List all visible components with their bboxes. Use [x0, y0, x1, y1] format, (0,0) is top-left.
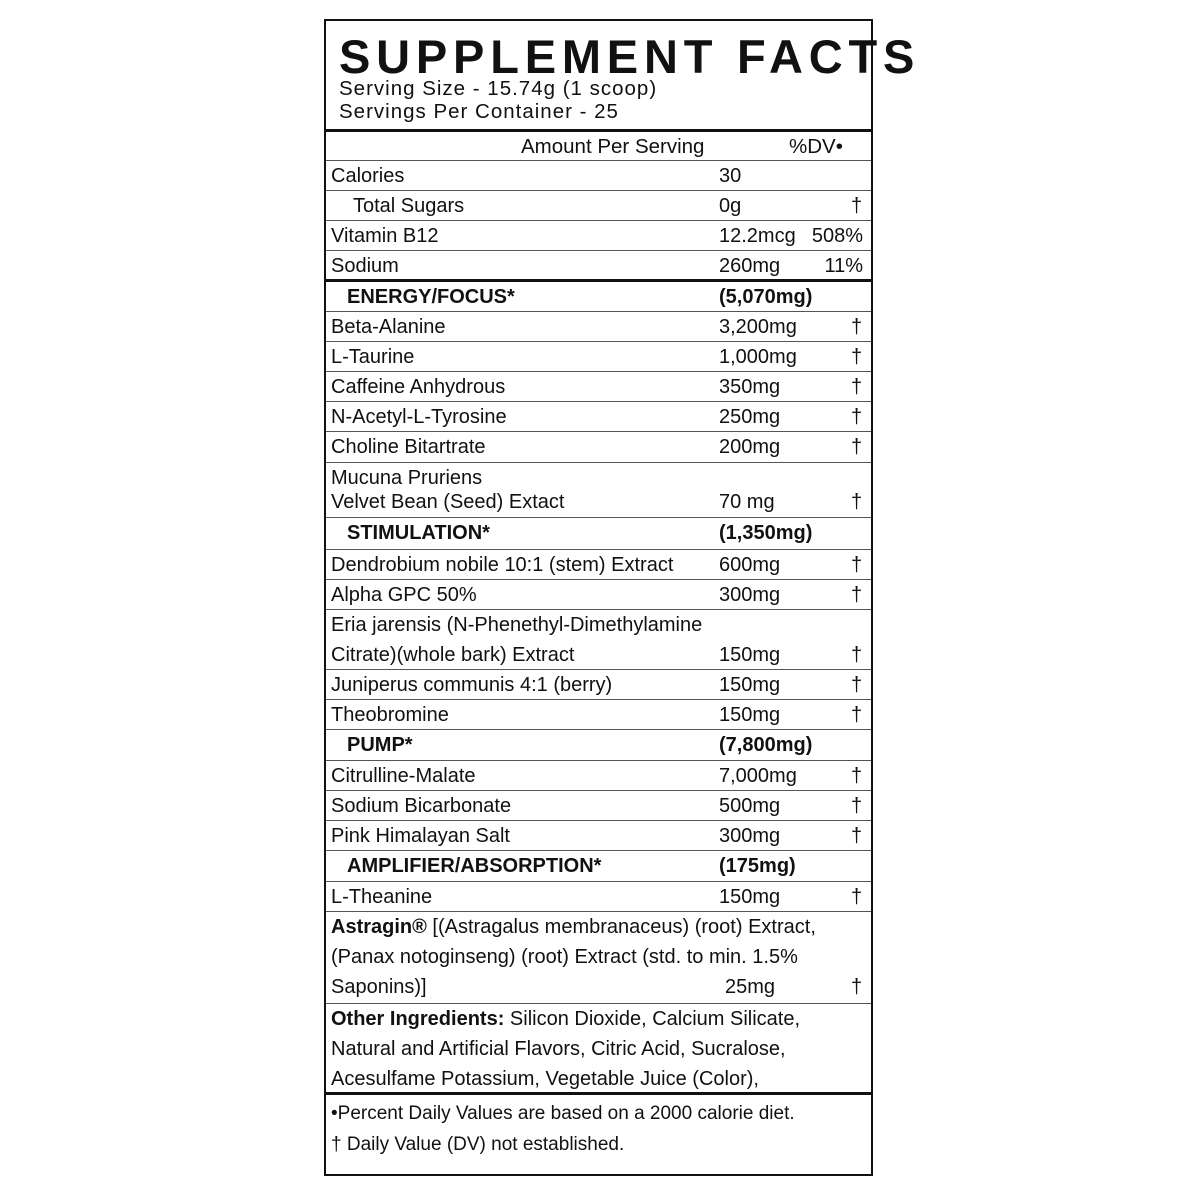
other-ingredients-line2: Natural and Artificial Flavors, Citric Acid, Sucralose,: [331, 1038, 786, 1060]
footnote-dagger: † Daily Value (DV) not established.: [331, 1134, 625, 1155]
ingredient-name: Citrulline-Malate: [331, 765, 476, 787]
ingredient-row-eria-jarensis: [326, 609, 871, 669]
ingredient-row-sodium-bicarbonate: [326, 790, 871, 820]
ingredient-amount: 150mg: [719, 704, 781, 726]
dagger-mark: †: [851, 765, 863, 787]
ingredient-name-line1: [331, 912, 816, 942]
ingredient-amount: 200mg: [719, 436, 781, 458]
dagger-mark: †: [851, 704, 863, 726]
ingredient-amount: 300mg: [719, 825, 781, 847]
supplement-facts-label: [324, 19, 921, 1176]
nutrient-row-sodium: [326, 250, 871, 280]
section-amount: (7,800mg): [719, 734, 813, 756]
ingredient-name-line1: Mucuna Pruriens: [331, 467, 483, 489]
ingredient-name: Alpha GPC 50%: [331, 584, 477, 606]
nutrient-amount: 260mg: [719, 255, 781, 277]
section-amount: (1,350mg): [719, 522, 813, 544]
daily-value-header: %DV•: [789, 135, 843, 158]
nutrient-row-calories: [326, 160, 871, 190]
ingredient-row-l-taurine: [326, 341, 871, 371]
dagger-mark: †: [851, 346, 863, 368]
dagger-mark: †: [851, 316, 863, 338]
amount-per-serving-header: Amount Per Serving: [521, 135, 705, 158]
footnote-percent-dv: •Percent Daily Values are based on a 2000 calorie diet.: [331, 1103, 795, 1124]
ingredient-name: Caffeine Anhydrous: [331, 376, 506, 398]
section-row-pump: [326, 729, 871, 759]
thick-divider: [326, 1092, 871, 1095]
ingredient-amount: 150mg: [719, 644, 781, 666]
label-title: SUPPLEMENT FACTS: [339, 30, 921, 83]
section-row-stimulation: [326, 517, 871, 546]
dagger-mark: †: [851, 644, 863, 666]
ingredient-name: Dendrobium nobile 10:1 (stem) Extract: [331, 554, 674, 576]
dagger-mark: †: [851, 436, 863, 458]
other-ingredients-line1: [331, 1004, 800, 1034]
section-name: STIMULATION*: [347, 522, 490, 544]
ingredient-amount: 250mg: [719, 406, 781, 428]
other-ingredients-text: Silicon Dioxide, Calcium Silicate,: [504, 1008, 801, 1030]
dagger-mark: †: [851, 886, 863, 908]
ingredient-row-juniperus: [326, 669, 871, 699]
ingredient-row-pink-himalayan-salt: [326, 820, 871, 850]
ingredient-amount: 350mg: [719, 376, 781, 398]
nutrient-name: Calories: [331, 165, 405, 187]
ingredient-row-caffeine: [326, 371, 871, 401]
ingredient-amount: 150mg: [719, 886, 781, 908]
ingredient-name: Beta-Alanine: [331, 316, 446, 338]
ingredient-name: Juniperus communis 4:1 (berry): [331, 674, 613, 696]
ingredient-row-choline-bitartrate: [326, 431, 871, 462]
ingredient-name: Theobromine: [331, 704, 449, 726]
dagger-mark: †: [851, 554, 863, 576]
ingredient-row-l-theanine: [326, 881, 871, 911]
nutrient-row-vitamin-b12: [326, 220, 871, 250]
dagger-mark: †: [851, 976, 863, 998]
nutrient-amount: 0g: [719, 195, 742, 217]
dagger-mark: †: [851, 195, 863, 217]
ingredient-row-alpha-gpc: [326, 579, 871, 609]
dagger-mark: †: [851, 491, 863, 513]
daily-value-percent: 508%: [811, 225, 863, 247]
ingredient-row-astragin: [326, 911, 871, 1003]
ingredient-row-n-acetyl-l-tyrosine: [326, 401, 871, 431]
dagger-mark: †: [851, 584, 863, 606]
nutrient-name: Sodium: [331, 255, 399, 277]
ingredient-name: Sodium Bicarbonate: [331, 795, 512, 817]
serving-size: Serving Size - 15.74g (1 scoop): [339, 77, 658, 100]
section-amount: (5,070mg): [719, 286, 813, 308]
nutrient-row-total-sugars: [326, 190, 871, 220]
section-amount: (175mg): [719, 855, 796, 877]
ingredient-amount: 7,000mg: [719, 765, 797, 787]
dagger-mark: †: [851, 406, 863, 428]
dagger-mark: †: [851, 825, 863, 847]
other-ingredients-label: Other Ingredients:: [331, 1008, 505, 1030]
ingredient-row-dendrobium: [326, 549, 871, 579]
ingredient-name: L-Theanine: [331, 886, 433, 908]
astragin-description: [(Astragalus membranaceus) (root) Extract,: [426, 916, 816, 938]
ingredient-amount: 1,000mg: [719, 346, 797, 368]
other-ingredients: [326, 1003, 871, 1092]
column-header: [326, 132, 871, 160]
section-row-energy-focus: [326, 282, 871, 311]
ingredient-name: Pink Himalayan Salt: [331, 825, 510, 847]
other-ingredients-line3: Acesulfame Potassium, Vegetable Juice (Color),: [331, 1068, 759, 1090]
daily-value-percent: 11%: [824, 255, 863, 277]
section-name: ENERGY/FOCUS*: [347, 286, 515, 308]
ingredient-name-line2: Citrate)(whole bark) Extract: [331, 644, 575, 666]
ingredient-amount: 600mg: [719, 554, 781, 576]
dagger-mark: †: [851, 674, 863, 696]
ingredient-amount: 70 mg: [719, 491, 775, 513]
ingredient-row-mucuna-pruriens: [326, 462, 871, 517]
ingredient-row-beta-alanine: [326, 311, 871, 341]
ingredient-name: L-Taurine: [331, 346, 415, 368]
ingredient-name: Choline Bitartrate: [331, 436, 486, 458]
ingredient-name-line2: (Panax notoginseng) (root) Extract (std. to min. 1.5%: [331, 946, 798, 968]
section-name: AMPLIFIER/ABSORPTION*: [347, 855, 602, 877]
ingredient-amount: 300mg: [719, 584, 781, 606]
ingredient-name-line3: Saponins)]: [331, 976, 427, 998]
section-row-amplifier-absorption: [326, 850, 871, 880]
nutrient-name: Total Sugars: [353, 195, 465, 217]
ingredient-amount: 3,200mg: [719, 316, 797, 338]
ingredient-amount: 150mg: [719, 674, 781, 696]
dagger-mark: †: [851, 795, 863, 817]
nutrient-name: Vitamin B12: [331, 225, 439, 247]
ingredient-row-theobromine: [326, 699, 871, 729]
ingredient-name-line2: Velvet Bean (Seed) Extact: [331, 491, 565, 513]
ingredient-amount: 25mg: [725, 976, 776, 998]
nutrient-amount: 30: [719, 165, 742, 187]
ingredient-name: N-Acetyl-L-Tyrosine: [331, 406, 507, 428]
astragin-brand: Astragin®: [331, 916, 427, 938]
ingredient-row-citrulline-malate: [326, 760, 871, 790]
nutrient-amount: 12.2mcg: [719, 225, 796, 247]
dagger-mark: †: [851, 376, 863, 398]
ingredient-name-line1: Eria jarensis (N-Phenethyl-Dimethylamine: [331, 614, 703, 636]
ingredient-amount: 500mg: [719, 795, 781, 817]
section-name: PUMP*: [347, 734, 413, 756]
servings-per-container: Servings Per Container - 25: [339, 100, 619, 123]
